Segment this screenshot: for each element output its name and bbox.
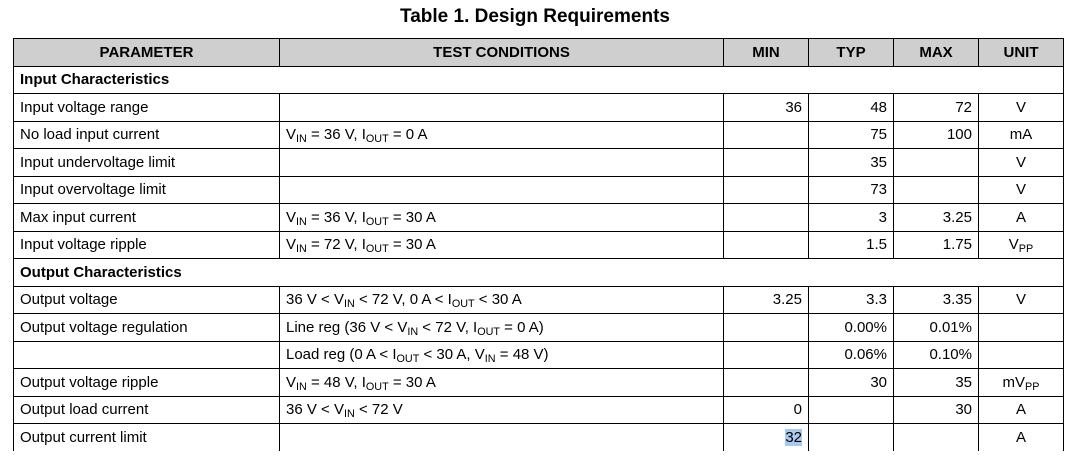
max-cell [894, 149, 979, 177]
text-part: V [286, 236, 297, 254]
subscript: IN [296, 243, 307, 256]
text-part: = 0 A [388, 126, 428, 144]
min-cell [724, 341, 809, 369]
parameter-cell: Output voltage ripple [14, 369, 280, 397]
subscript: IN [296, 380, 307, 393]
test-conditions-cell [280, 314, 724, 342]
text-part: = 48 V) [495, 346, 549, 364]
table-row [14, 94, 1064, 122]
test-conditions-cell [280, 149, 724, 177]
table-title: Table 1. Design Requirements [400, 6, 670, 27]
max-cell: 35 [894, 369, 979, 397]
unit-cell: V [979, 149, 1064, 177]
parameter-cell: Max input current [14, 204, 280, 232]
parameter-cell: No load input current [14, 121, 280, 149]
min-cell [724, 149, 809, 177]
typ-cell: 0.00% [809, 314, 894, 342]
text-part: < 30 A, V [419, 346, 485, 364]
header-row [14, 39, 1064, 67]
header-max: MAX [894, 39, 979, 67]
typ-cell: 3.3 [809, 286, 894, 314]
text-part: = 30 A [388, 208, 436, 226]
header-test-conditions: TEST CONDITIONS [280, 39, 724, 67]
test-conditions-cell [280, 204, 724, 232]
min-cell [724, 424, 809, 451]
table-row [14, 149, 1064, 177]
unit-cell: mA [979, 121, 1064, 149]
header-parameter: PARAMETER [14, 39, 280, 67]
max-cell: 3.35 [894, 286, 979, 314]
max-cell: 100 [894, 121, 979, 149]
table-row [14, 424, 1064, 451]
parameter-cell: Output voltage regulation [14, 314, 280, 342]
table-row [14, 341, 1064, 369]
max-cell [894, 424, 979, 451]
subscript: OUT [477, 325, 501, 338]
unit-cell [979, 341, 1064, 369]
unit-cell [979, 231, 1064, 259]
typ-cell: 1.5 [809, 231, 894, 259]
max-cell: 0.10% [894, 341, 979, 369]
subscript: OUT [365, 133, 389, 146]
min-cell [724, 314, 809, 342]
typ-cell: 35 [809, 149, 894, 177]
min-cell [724, 231, 809, 259]
min-cell [724, 286, 809, 314]
design-requirements-table [13, 38, 1064, 451]
text-part: V [1008, 236, 1019, 254]
table-row [14, 176, 1064, 204]
typ-cell [809, 396, 894, 424]
section-header: Input Characteristics [14, 66, 1064, 94]
test-conditions-cell [280, 341, 724, 369]
text-part: = 72 V, I [306, 236, 366, 254]
table-row [14, 314, 1064, 342]
subscript: IN [343, 408, 355, 421]
table-row [14, 231, 1064, 259]
unit-cell [979, 369, 1064, 397]
unit-cell: A [979, 396, 1064, 424]
text-part: = 0 A) [500, 318, 544, 336]
text-part: = 48 V, I [306, 373, 366, 391]
unit-cell: A [979, 424, 1064, 451]
min-cell [724, 204, 809, 232]
text-part: < 72 V [354, 401, 403, 419]
text-part: 36 V < V [286, 401, 344, 419]
subscript: OUT [451, 298, 475, 311]
min-cell [724, 396, 809, 424]
parameter-cell: Output voltage [14, 286, 280, 314]
unit-cell: V [979, 286, 1064, 314]
test-conditions-cell [280, 121, 724, 149]
text-part: mV [1002, 373, 1026, 391]
typ-cell: 0.06% [809, 341, 894, 369]
max-cell [894, 176, 979, 204]
subscript: PP [1018, 243, 1034, 256]
text-part: = 36 V, I [306, 208, 366, 226]
min-value: 32 [785, 428, 802, 446]
text-part: < 30 A [474, 291, 522, 309]
table-row [14, 121, 1064, 149]
table-row [14, 286, 1064, 314]
parameter-cell [14, 341, 280, 369]
max-cell: 1.75 [894, 231, 979, 259]
max-cell: 0.01% [894, 314, 979, 342]
text-part: < 72 V, I [418, 318, 478, 336]
typ-cell [809, 424, 894, 451]
text-part: = 36 V, I [306, 126, 366, 144]
typ-cell: 73 [809, 176, 894, 204]
parameter-cell: Input overvoltage limit [14, 176, 280, 204]
subscript: OUT [365, 243, 389, 256]
header-min: MIN [724, 39, 809, 67]
text-part: V [286, 208, 297, 226]
test-conditions-cell [280, 286, 724, 314]
min-cell [724, 176, 809, 204]
section-row [14, 259, 1064, 287]
test-conditions-cell [280, 231, 724, 259]
table-row [14, 396, 1064, 424]
typ-cell: 3 [809, 204, 894, 232]
test-conditions-cell [280, 369, 724, 397]
subscript: OUT [396, 353, 420, 366]
max-cell: 30 [894, 396, 979, 424]
subscript: IN [484, 353, 496, 366]
text-part: = 30 A [388, 236, 436, 254]
min-cell [724, 369, 809, 397]
unit-cell: V [979, 94, 1064, 122]
unit-cell: V [979, 176, 1064, 204]
subscript: PP [1025, 380, 1040, 393]
test-conditions-cell [280, 176, 724, 204]
subscript: IN [296, 215, 307, 228]
text-part: = 30 A [388, 373, 436, 391]
min-value: 0 [793, 401, 802, 419]
min-value: 3.25 [772, 291, 802, 309]
unit-cell [979, 314, 1064, 342]
subscript: OUT [365, 380, 389, 393]
min-value: 36 [785, 98, 802, 116]
parameter-cell: Input voltage range [14, 94, 280, 122]
typ-cell: 30 [809, 369, 894, 397]
typ-cell: 75 [809, 121, 894, 149]
max-cell: 3.25 [894, 204, 979, 232]
parameter-cell: Output current limit [14, 424, 280, 451]
section-header: Output Characteristics [14, 259, 1064, 287]
min-cell [724, 121, 809, 149]
header-unit: UNIT [979, 39, 1064, 67]
text-part: V [286, 373, 297, 391]
table-row [14, 204, 1064, 232]
subscript: IN [296, 133, 307, 146]
text-part: V [286, 126, 297, 144]
min-cell [724, 94, 809, 122]
test-conditions-cell [280, 94, 724, 122]
text-part: Line reg (36 V < V [286, 318, 408, 336]
subscript: IN [407, 325, 419, 338]
header-typ: TYP [809, 39, 894, 67]
section-row [14, 66, 1064, 94]
typ-cell: 48 [809, 94, 894, 122]
text-part: < 72 V, 0 A < I [354, 291, 452, 309]
parameter-cell: Input undervoltage limit [14, 149, 280, 177]
text-part: 36 V < V [286, 291, 344, 309]
subscript: OUT [365, 215, 389, 228]
max-cell: 72 [894, 94, 979, 122]
parameter-cell: Input voltage ripple [14, 231, 280, 259]
test-conditions-cell [280, 396, 724, 424]
test-conditions-cell [280, 424, 724, 451]
table-row [14, 369, 1064, 397]
subscript: IN [343, 298, 355, 311]
text-part: Load reg (0 A < I [286, 346, 397, 364]
unit-cell: A [979, 204, 1064, 232]
parameter-cell: Output load current [14, 396, 280, 424]
